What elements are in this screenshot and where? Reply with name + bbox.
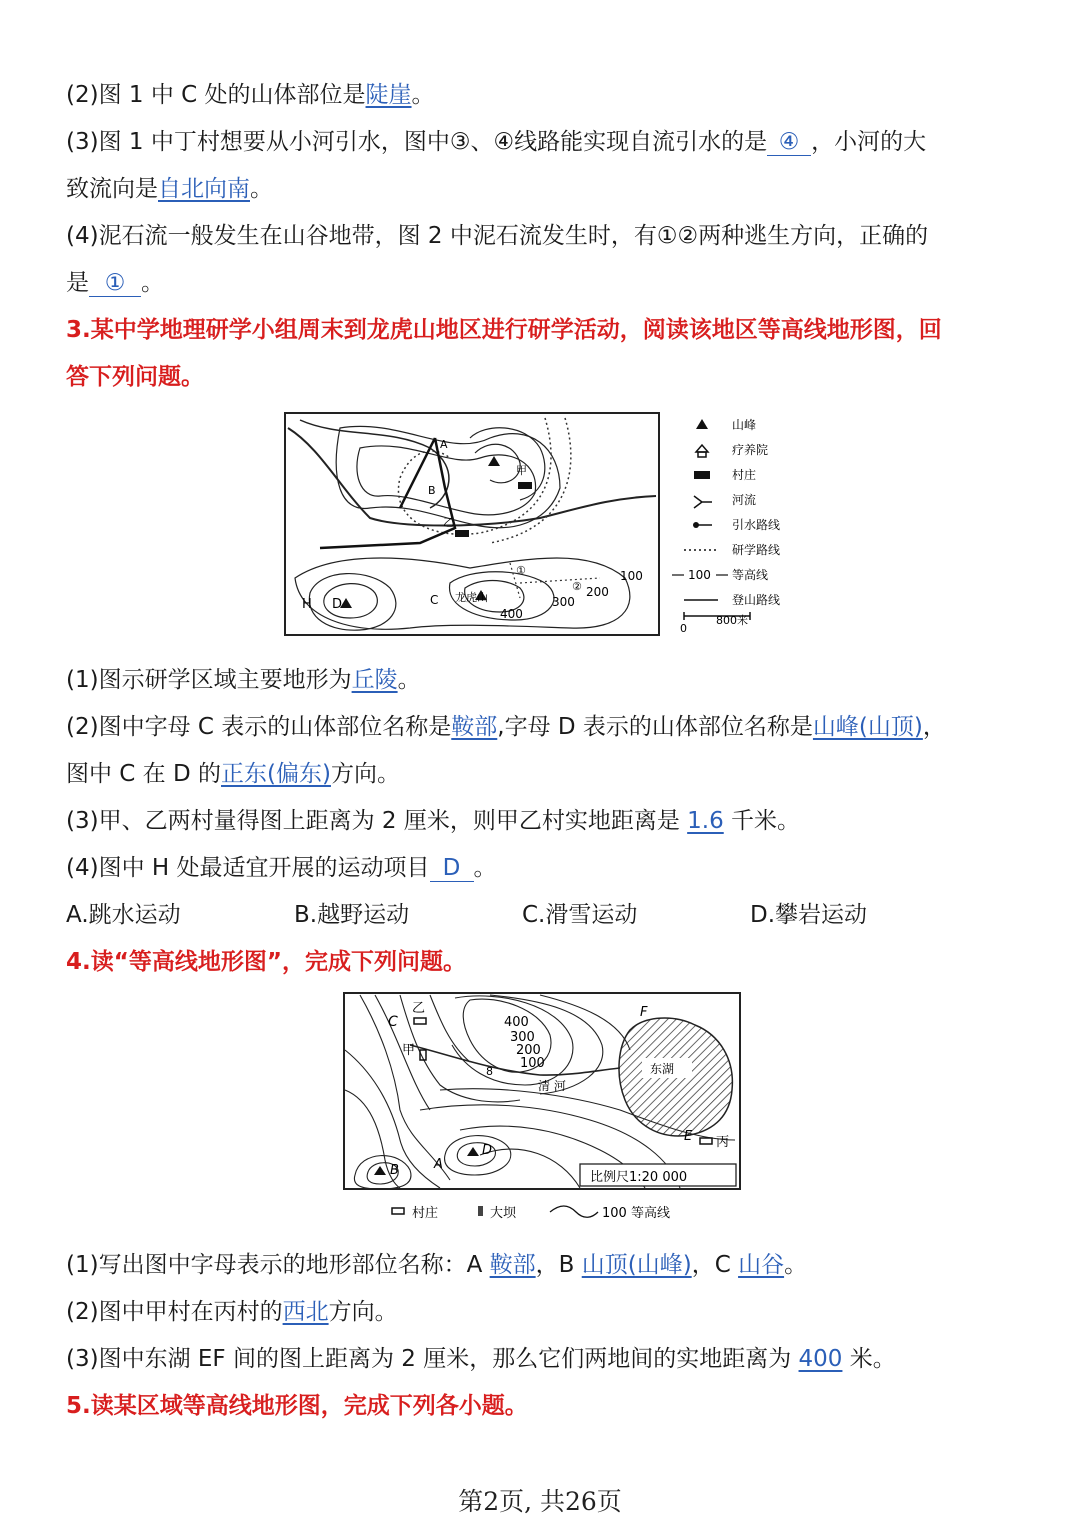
- svg-text:甲: 甲: [402, 1043, 416, 1058]
- svg-text:200: 200: [516, 1043, 541, 1058]
- s2-q3-answer1: ④: [767, 129, 811, 156]
- s3-q1-answer: 丘陵: [351, 667, 398, 693]
- svg-text:B: B: [390, 1163, 399, 1178]
- svg-text:100: 100: [688, 568, 711, 582]
- s3-q2-answer1: 鞍部: [451, 714, 498, 740]
- s3-q1: (1)图示研学区域主要地形为丘陵。: [66, 667, 421, 693]
- svg-text:丙: 丙: [716, 1135, 730, 1150]
- village-icon: [694, 471, 710, 479]
- s2-q2: (2)图 1 中 C 处的山体部位是陡崖。: [66, 82, 435, 108]
- s2-q3-line1: (3)图 1 中丁村想要从小河引水，图中③、④线路能实现自流引水的是 ④ ，小河的大: [66, 129, 927, 155]
- peak-icon: [696, 419, 708, 429]
- s2-q3-line2: 致流向是自北向南。: [66, 176, 273, 202]
- s3-title-line1: 3.某中学地理研学小组周末到龙虎山地区进行研学活动，阅读该地区等高线地形图，回: [66, 317, 942, 343]
- svg-text:300: 300: [510, 1030, 535, 1045]
- village-icon: [392, 1208, 404, 1214]
- svg-text:研学路线: 研学路线: [732, 543, 781, 557]
- s3-q3: (3)甲、乙两村量得图上距离为 2 厘米，则甲乙村实地距离是 1.6 千米。: [66, 808, 801, 834]
- svg-text:①: ①: [516, 564, 526, 577]
- option-b: B.越野运动: [294, 902, 410, 928]
- s3-q3-answer: 1.6: [687, 808, 724, 834]
- svg-text:引水路线: 引水路线: [732, 518, 781, 532]
- donghu-contour-map: [340, 990, 750, 1222]
- svg-text:E: E: [684, 1129, 693, 1144]
- svg-text:比例尺1:20 000: 比例尺1:20 000: [590, 1170, 688, 1185]
- s3-q4-answer: D: [430, 855, 474, 882]
- option-d: D.攀岩运动: [750, 902, 868, 928]
- s4-q3: (3)图中东湖 EF 间的图上距离为 2 厘米，那么它们两地间的实地距离为 400 米。: [66, 1346, 896, 1372]
- s4-q2-answer: 西北: [282, 1299, 329, 1325]
- s4-title: 4.读“等高线地形图”，完成下列问题。: [66, 949, 466, 975]
- s5-title: 5.读某区域等高线地形图，完成下列各小题。: [66, 1393, 528, 1419]
- s2-q4-line2: 是 ① 。: [66, 270, 164, 296]
- svg-text:东湖: 东湖: [650, 1062, 675, 1076]
- sanatorium-icon: [696, 445, 708, 457]
- svg-text:B: B: [428, 484, 436, 497]
- s4-q2: (2)图中甲村在丙村的西北方向。: [66, 1299, 398, 1325]
- river-icon: [694, 496, 712, 508]
- svg-text:登山路线: 登山路线: [732, 593, 781, 607]
- svg-text:F: F: [640, 1005, 648, 1020]
- svg-text:乙: 乙: [443, 516, 454, 529]
- s2-q2-answer: 陡崖: [365, 82, 412, 108]
- svg-text:A: A: [434, 1157, 443, 1172]
- svg-text:100 等高线: 100 等高线: [602, 1206, 670, 1221]
- contour-icon: [550, 1206, 598, 1217]
- svg-text:等高线: 等高线: [732, 568, 769, 582]
- svg-text:C: C: [430, 593, 439, 607]
- svg-text:村庄: 村庄: [412, 1206, 439, 1221]
- s3-title-line2: 答下列问题。: [66, 364, 204, 390]
- map-legend: [672, 418, 780, 635]
- scale-bar: [680, 612, 750, 635]
- svg-text:龙虎山: 龙虎山: [455, 591, 488, 604]
- water-route-icon: [693, 522, 712, 528]
- svg-text:H: H: [302, 597, 312, 612]
- svg-text:400: 400: [504, 1015, 529, 1030]
- s4-q1-answer1: 鞍部: [489, 1252, 536, 1278]
- contour-icon: [672, 568, 728, 582]
- svg-text:②: ②: [572, 580, 582, 593]
- svg-text:河流: 河流: [732, 493, 757, 507]
- svg-text:乙: 乙: [412, 1001, 426, 1016]
- s2-q3-answer2: 自北向南: [158, 176, 250, 202]
- svg-text:C: C: [388, 1014, 398, 1030]
- option-a: A.跳水运动: [66, 902, 181, 928]
- svg-text:疗养院: 疗养院: [732, 443, 769, 457]
- s3-q2-line2: 图中 C 在 D 的正东(偏东)方向。: [66, 761, 400, 787]
- svg-text:100: 100: [620, 569, 643, 583]
- s3-q2-answer3: 正东(偏东): [221, 761, 331, 787]
- longhushan-contour-map: [280, 408, 800, 640]
- village-icon: [518, 482, 532, 489]
- svg-text:400: 400: [500, 607, 523, 621]
- svg-text:D: D: [482, 1143, 493, 1158]
- svg-text:甲: 甲: [516, 464, 527, 477]
- svg-text:0: 0: [680, 622, 687, 635]
- s4-q1-answer2: 山顶(山峰): [581, 1252, 692, 1278]
- s4-q1: (1)写出图中字母表示的地形部位名称：A 鞍部，B 山顶(山峰)，C 山谷。: [66, 1252, 808, 1278]
- svg-text:山峰: 山峰: [732, 418, 757, 432]
- s3-q2-answer2: 山峰(山顶): [812, 714, 923, 740]
- svg-text:D: D: [332, 597, 343, 612]
- map-legend: [392, 1205, 670, 1221]
- svg-text:100: 100: [520, 1056, 545, 1071]
- svg-text:200: 200: [586, 585, 609, 599]
- s3-q2-line1: (2)图中字母 C 表示的山体部位名称是鞍部,字母 D 表示的山体部位名称是山峰(山顶)，: [66, 714, 946, 740]
- s4-q3-answer: 400: [798, 1346, 843, 1372]
- village-icon: [455, 530, 469, 537]
- svg-text:大坝: 大坝: [490, 1206, 517, 1221]
- s4-q1-answer3: 山谷: [738, 1252, 785, 1278]
- option-c: C.滑雪运动: [522, 902, 638, 928]
- svg-text:A: A: [440, 438, 448, 451]
- s2-q4-answer: ①: [89, 270, 141, 297]
- svg-text:8: 8: [486, 1065, 493, 1078]
- s2-q4-line1: (4)泥石流一般发生在山谷地带，图 2 中泥石流发生时，有①②两种逃生方向，正确的: [66, 223, 929, 249]
- svg-text:清 河: 清 河: [538, 1079, 566, 1093]
- svg-text:村庄: 村庄: [732, 468, 757, 482]
- svg-text:800米: 800米: [716, 614, 748, 627]
- s3-q4: (4)图中 H 处最适宜开展的运动项目 D 。: [66, 855, 497, 881]
- page-footer: 第2页, 共26页: [458, 1487, 622, 1516]
- svg-text:300: 300: [552, 595, 575, 609]
- dam-icon: [478, 1206, 483, 1216]
